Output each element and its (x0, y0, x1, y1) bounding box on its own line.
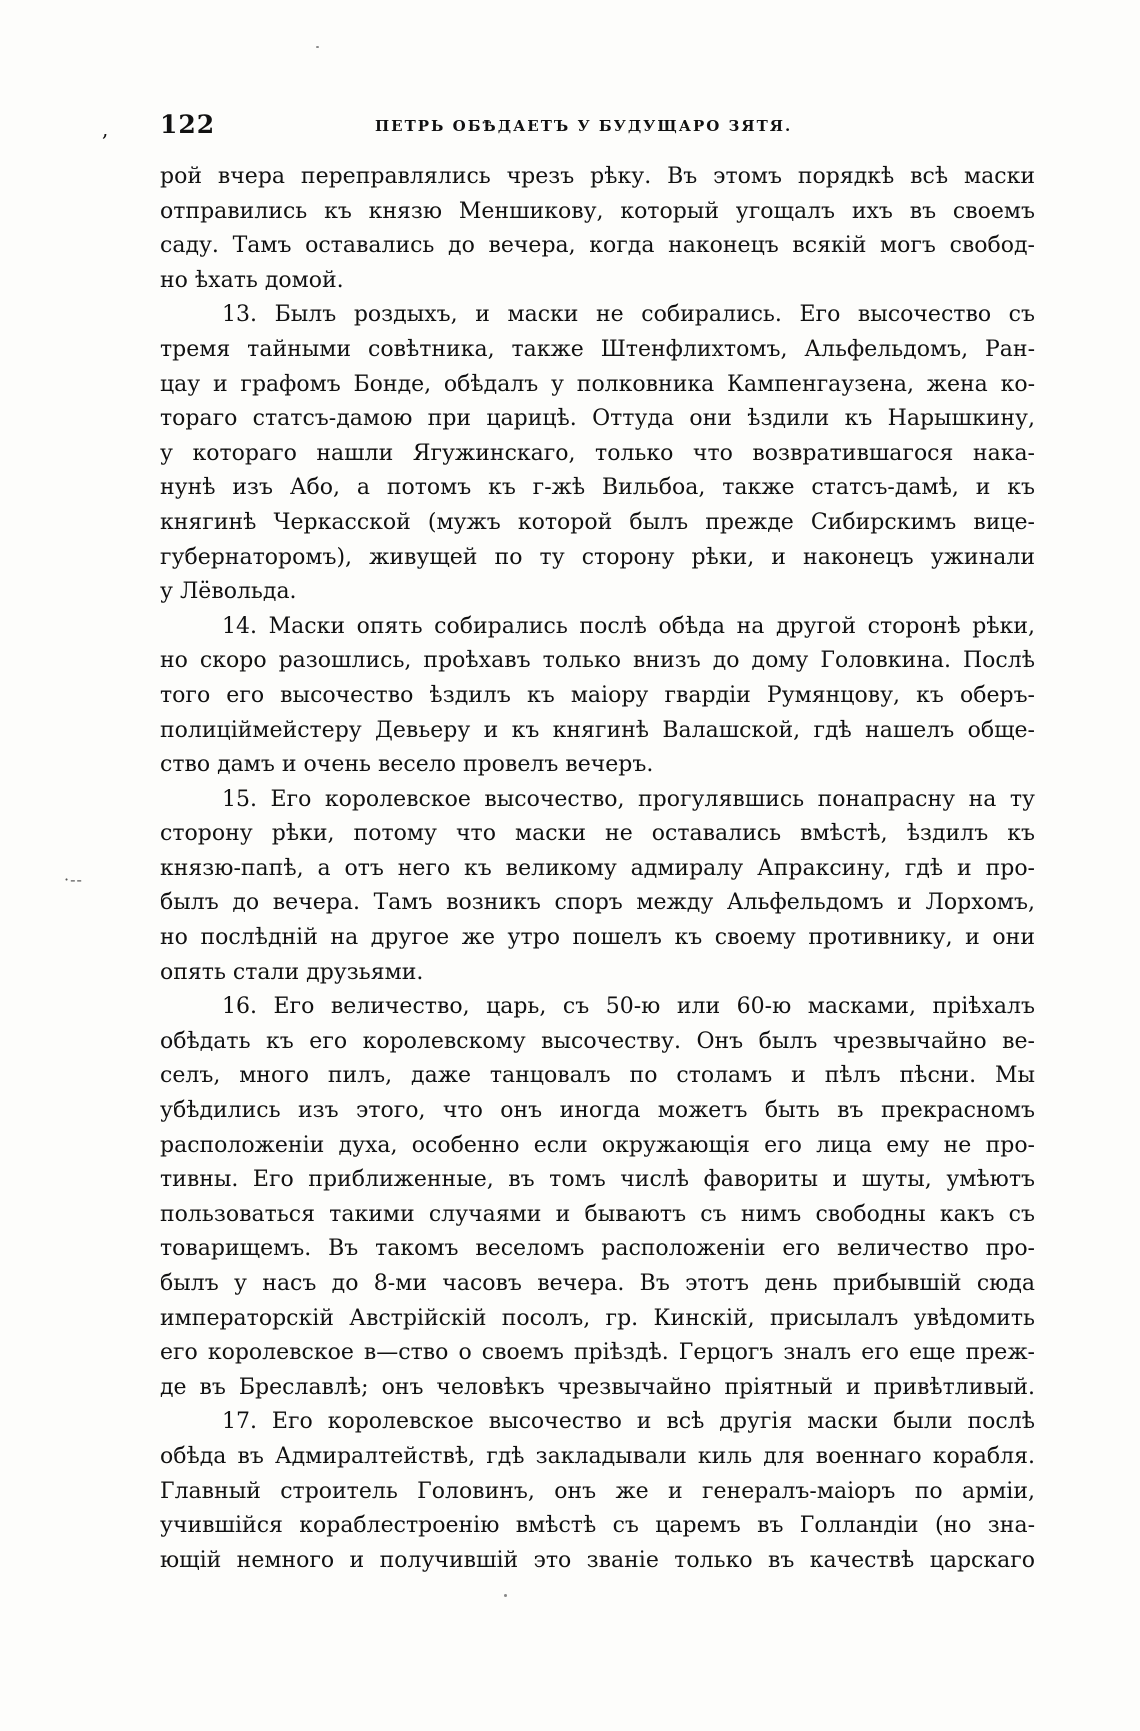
text-line: 17. Его королевское высочество и всѣ другія маски были послѣ (222, 1409, 1035, 1435)
text-line: 14. Маски опять собирались послѣ обѣда на другой сторонѣ рѣки, (222, 613, 1035, 639)
text-line: рой вчера переправлялись чрезъ рѣку. Въ этомъ порядкѣ всѣ маски (160, 164, 1035, 189)
text-line: обѣдать къ его королевскому высочеству. Онъ былъ чрезвычайно ве- (160, 1028, 1035, 1054)
text-line: де въ Бреславлѣ; онъ человѣкъ чрезвычайно пріятный и привѣтливый. (160, 1374, 1035, 1400)
text-line: убѣдились изъ этого, что онъ иногда можетъ быть въ прекрасномъ (160, 1098, 1035, 1124)
text-line: обѣда въ Адмиралтействѣ, гдѣ закладывали киль для военнаго корабля. (160, 1443, 1035, 1469)
text-line: губернаторомъ), живущей по ту сторону рѣки, и наконецъ ужинали (160, 544, 1035, 570)
text-line: того его высочество ѣздилъ къ маіору гвардіи Румянцову, къ оберъ- (160, 682, 1035, 708)
text-line: его королевское в—ство о своемъ пріѣздѣ. Герцогъ зналъ его еще преж- (160, 1340, 1035, 1366)
text-line: полиціймейстеру Девьеру и къ княгинѣ Валашской, гдѣ нашелъ обще- (160, 717, 1035, 743)
text-line: у котораго нашли Ягужинскаго, только что возвратившагося нака- (160, 440, 1035, 466)
text-line: у Лёвольда. (160, 579, 297, 605)
speck (316, 46, 319, 48)
page-header (160, 110, 1035, 150)
text-line: отправились къ князю Меншикову, который угощалъ ихъ въ своемъ (160, 198, 1035, 224)
text-line: сторону рѣки, потому что маски не оставались вмѣстѣ, ѣздилъ къ (160, 821, 1035, 847)
text-line: 15. Его королевское высочество, прогулявшись понапрасну на ту (222, 786, 1035, 812)
text-line: ство дамъ и очень весело провелъ вечеръ. (160, 752, 654, 778)
text-line: товарищемъ. Въ такомъ веселомъ расположеніи его величество про- (160, 1236, 1035, 1262)
margin-mark: ·-- (64, 870, 83, 889)
text-line: пользоваться такими случаями и бываютъ съ нимъ свободны какъ съ (160, 1201, 1035, 1227)
speck (504, 1594, 507, 1597)
text-line: тремя тайными совѣтника, также Штенфлихтомъ, Альфельдомъ, Ран- (160, 336, 1035, 362)
text-line: учившійся кораблестроенію вмѣстѣ съ царемъ въ Голландіи (но зна- (160, 1513, 1035, 1539)
running-head: ПЕТРЬ ОБѢДАЕТЪ У БУДУЩАРО ЗЯТЯ. (375, 117, 793, 135)
text-line: но послѣдній на другое же утро пошелъ къ своему противнику, и они (160, 925, 1035, 951)
text-line: былъ до вечера. Тамъ возникъ споръ между Альфельдомъ и Лорхомъ, (160, 890, 1035, 916)
text-line: цау и графомъ Бонде, обѣдалъ у полковника Кампенгаузена, жена ко- (160, 371, 1035, 397)
text-line: 13. Былъ роздыхъ, и маски не собирались. Его высочество съ (222, 302, 1035, 328)
text-line: ющій немного и получившій это званіе только въ качествѣ царскаго (160, 1547, 1035, 1573)
text-line: нунѣ изъ Або, а потомъ къ г-жѣ Вильбоа, также статсъ-дамѣ, и къ (160, 475, 1035, 501)
text-line: расположеніи духа, особенно если окружающія его лица ему не про- (160, 1132, 1035, 1158)
text-line: опять стали друзьями. (160, 959, 424, 985)
text-line: былъ у насъ до 8-ми часовъ вечера. Въ этотъ день прибывшій сюда (160, 1271, 1035, 1296)
header-speck: , (102, 117, 109, 141)
text-line: тивны. Его приближенные, въ томъ числѣ фавориты и шуты, умѣютъ (160, 1167, 1035, 1193)
text-line: саду. Тамъ оставались до вечера, когда наконецъ всякій могъ свобод- (160, 233, 1035, 259)
text-line: императорскій Австрійскій посолъ, гр. Кинскій, присылалъ увѣдомить (160, 1305, 1035, 1331)
text-line: тораго статсъ-дамою при царицѣ. Оттуда они ѣздили къ Нарышкину, (160, 406, 1035, 432)
text-line: княгинѣ Черкасской (мужъ которой былъ прежде Сибирскимъ вице- (160, 509, 1035, 535)
page-number: 122 (160, 110, 216, 139)
text-line: князю-папѣ, а отъ него къ великому адмиралу Апраксину, гдѣ и про- (160, 855, 1035, 881)
text-line: 16. Его величество, царь, съ 50-ю или 60-ю масками, пріѣхалъ (222, 994, 1035, 1020)
body-text (160, 160, 1035, 1578)
text-line: Главный строитель Головинъ, онъ же и генералъ-маіоръ по арміи, (160, 1478, 1035, 1504)
text-line: селъ, много пилъ, даже танцовалъ по столамъ и пѣлъ пѣсни. Мы (160, 1063, 1035, 1089)
text-line: но ѣхать домой. (160, 267, 344, 293)
text-line: но скоро разошлись, проѣхавъ только внизъ до дому Головкина. Послѣ (160, 648, 1035, 674)
